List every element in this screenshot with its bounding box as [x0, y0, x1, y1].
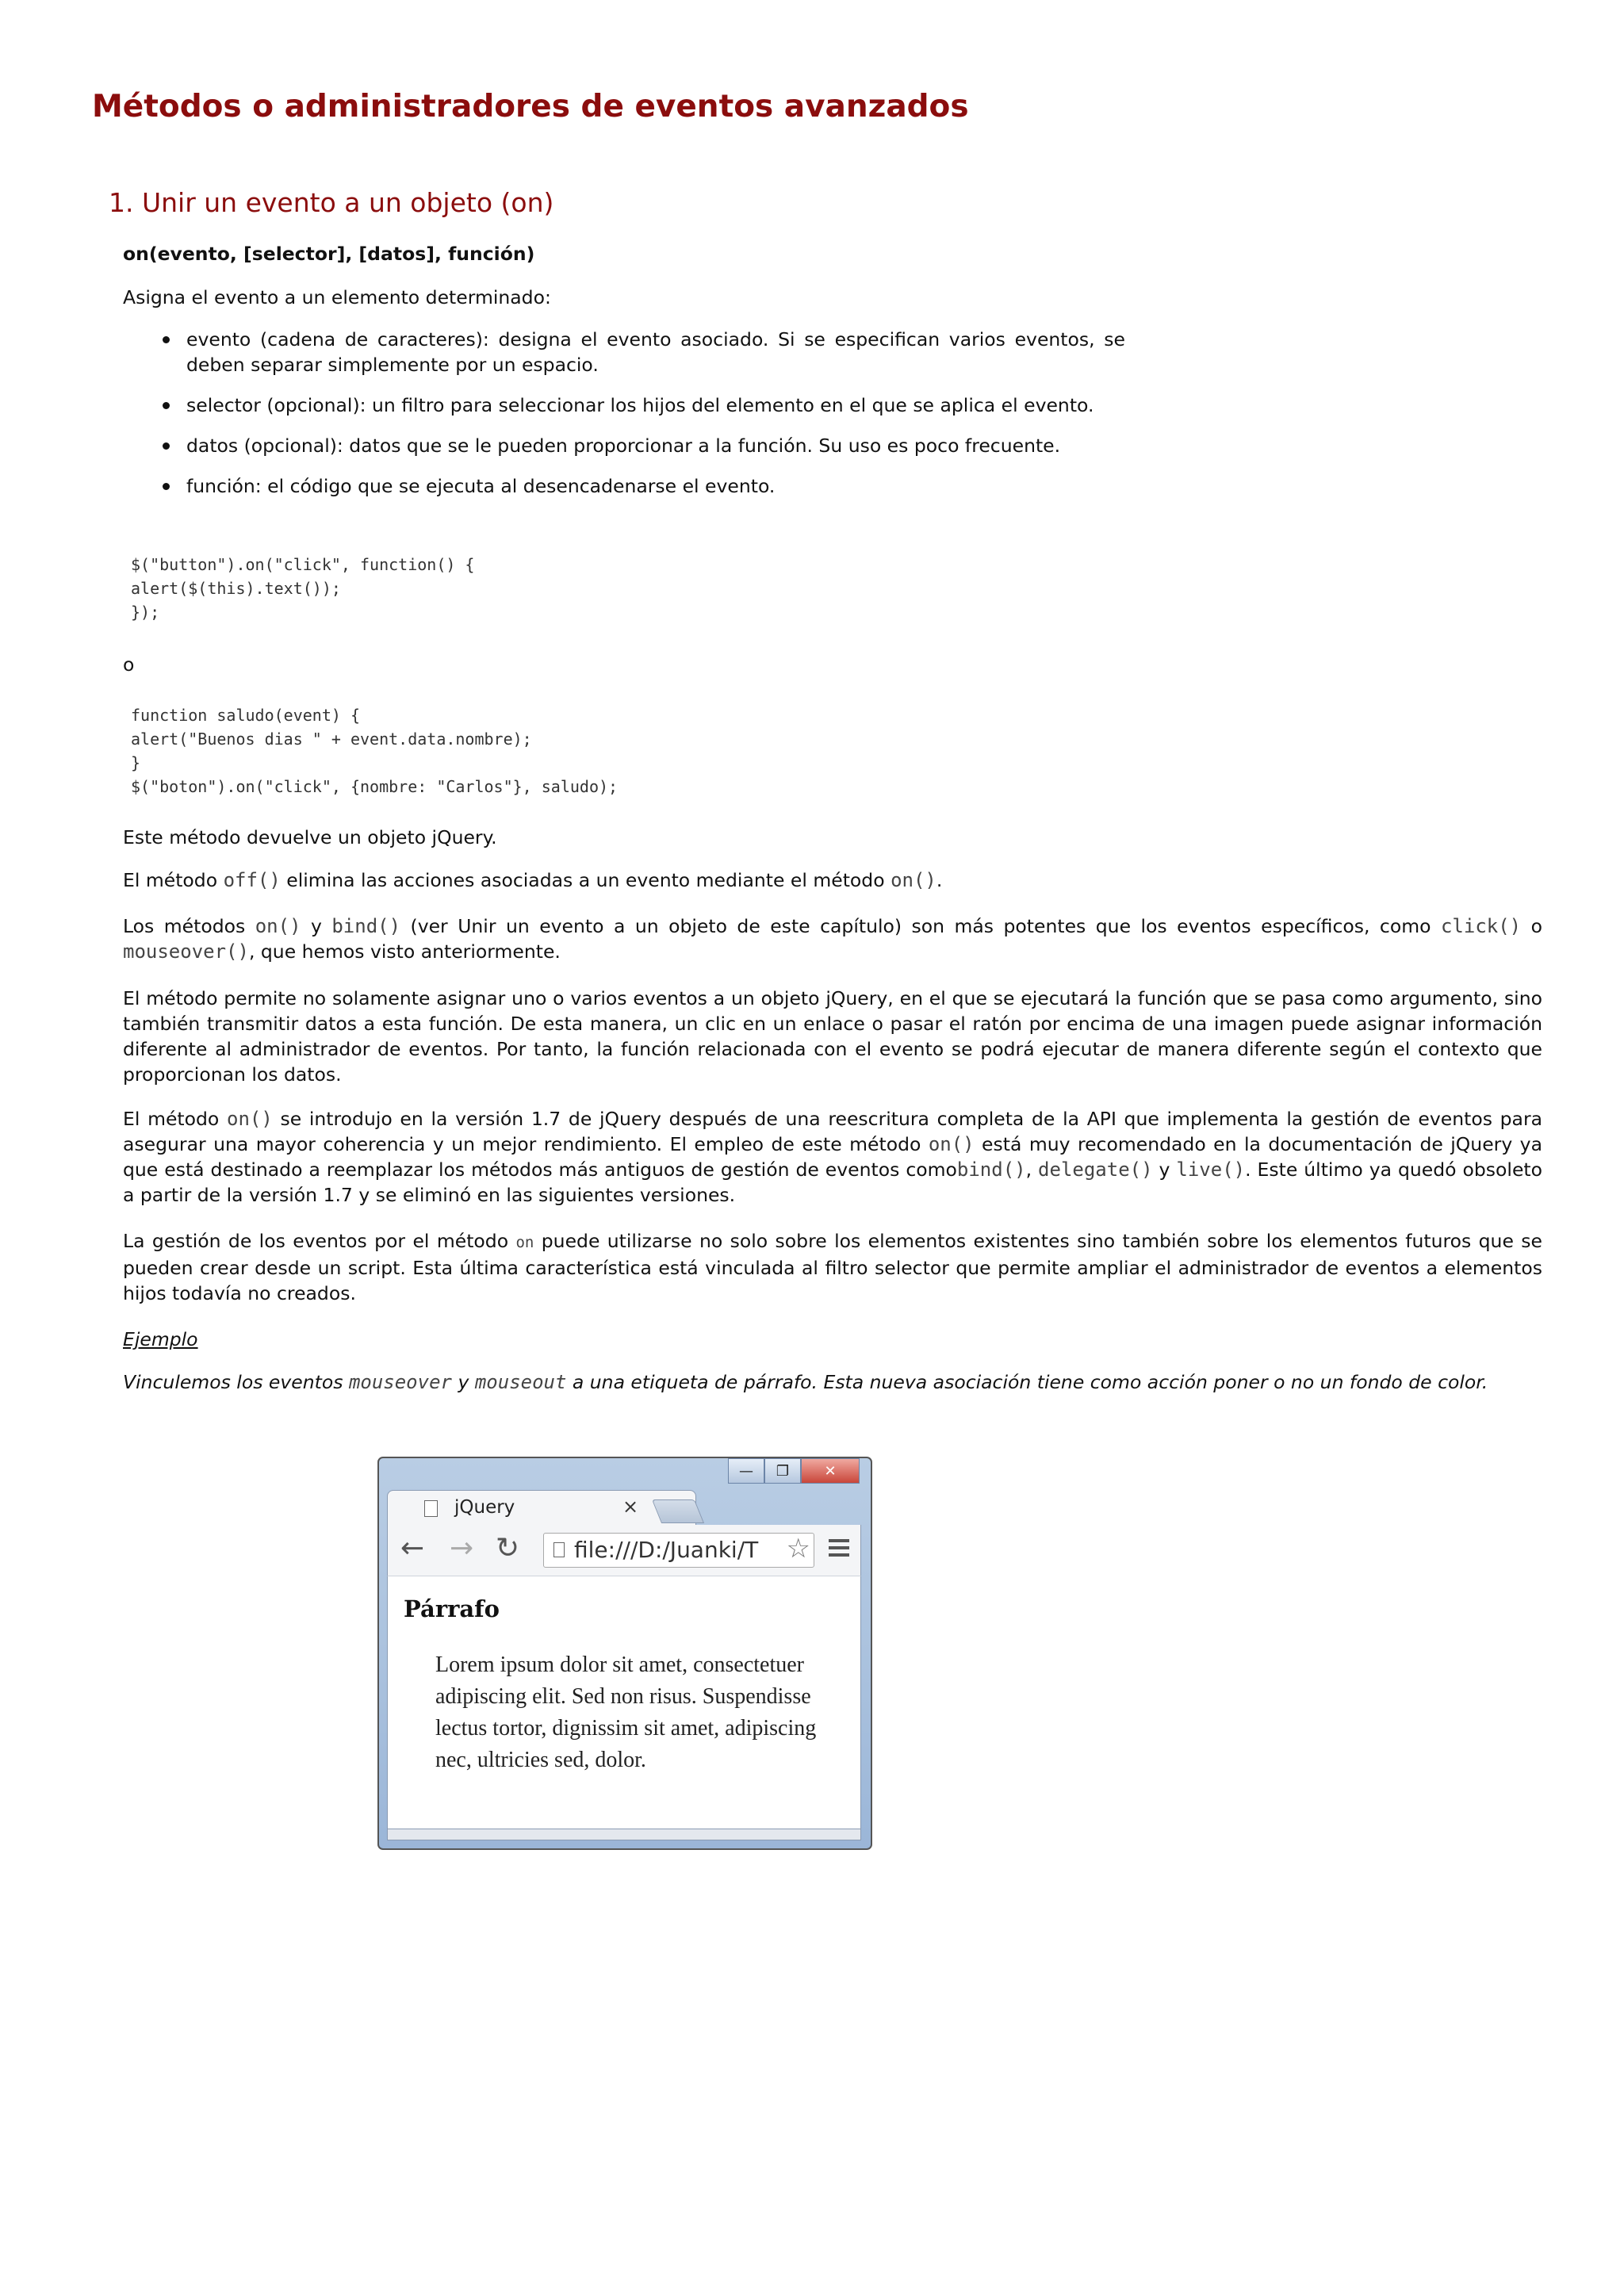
bullet-icon [163, 336, 170, 343]
reload-icon: ↻ [496, 1532, 520, 1564]
inline-code: mouseout [474, 1371, 567, 1393]
inline-code: live() [1176, 1158, 1246, 1181]
intro-text: Asigna el evento a un elemento determinado: [123, 286, 551, 308]
section-title: 1. Unir un evento a un objeto (on) [109, 187, 554, 218]
inline-code: on [515, 1234, 534, 1251]
inline-code: click() [1440, 915, 1522, 937]
paragraph-allows: El método permite no solamente asignar uno o varios eventos a un objeto jQuery, en el que se ejecutará la función que se pasa como argumento, sino también transmitir datos a esta función. De esta manera, un clic en un enlace o pasar el ratón por encima de una imagen puede asignar información diferente al administrador de eventos. Por tanto, la función relacionada con el evento se podrá ejecutar de manera diferente según el contexto que proporcionan los datos. [123, 987, 1542, 1086]
list-item [123, 327, 1125, 377]
bullet-icon [163, 442, 170, 450]
status-bar [387, 1829, 861, 1840]
paragraph-management: La gestión de los eventos por el método on puede utilizarse no solo sobre los elementos existentes sino también sobre los elementos futuros que se pueden crear desde un script. Esta última característica está vinculada al filtro selector que permite ampliar el administrador de eventos a elementos hijos todavía no creados. [123, 1230, 1542, 1304]
method-signature: on(evento, [selector], [datos], función) [123, 243, 535, 265]
tab-close-icon: × [622, 1496, 639, 1518]
page-icon [424, 1500, 438, 1517]
star-icon: ☆ [786, 1533, 810, 1564]
back-arrow-icon: ← [400, 1532, 425, 1564]
list-item-text: datos (opcional): datos que se le pueden proporcionar a la función. Su uso es poco frecuente. [186, 435, 1061, 457]
bullet-icon [163, 402, 170, 409]
close-icon: ✕ [801, 1458, 860, 1484]
list-item-text: evento (cadena de caracteres): designa el evento asociado. Si se especifican varios eventos, se deben separar simplemente por un espacio. [186, 328, 1125, 376]
browser-content [387, 1576, 861, 1829]
content-paragraph: Lorem ipsum dolor sit amet, consectetuer adipiscing elit. Sed non risus. Suspendisse lectus tortor, dignissim sit amet, adipiscing nec, ultricies sed, dolor. [435, 1653, 817, 1772]
list-item-text: función: el código que se ejecuta al desencadenarse el evento. [186, 475, 776, 497]
example-label: Ejemplo [123, 1328, 198, 1350]
inline-code: on() [255, 915, 301, 937]
new-tab-icon [652, 1499, 704, 1523]
page-title: Métodos o administradores de eventos avanzados [92, 89, 969, 124]
window-controls [728, 1458, 860, 1487]
inline-code: on() [227, 1108, 273, 1130]
content-heading: Párrafo [404, 1595, 500, 1622]
forward-arrow-icon: → [450, 1532, 474, 1564]
parameter-list [123, 327, 1125, 514]
inline-code: mouseover [348, 1371, 452, 1393]
inline-code: bind() [956, 1158, 1026, 1181]
inline-code: on() [891, 869, 936, 891]
tab-title: jQuery [454, 1497, 515, 1518]
paragraph-off: El método off() elimina las acciones asociadas a un evento mediante el método on(). [123, 869, 943, 891]
menu-icon [829, 1539, 849, 1561]
browser-screenshot [377, 1457, 872, 1850]
list-item [123, 473, 1125, 499]
list-item [123, 393, 1125, 418]
minimize-icon: — [728, 1458, 764, 1484]
paragraph-returns: Este método devuelve un objeto jQuery. [123, 826, 497, 848]
inline-code: on() [928, 1133, 975, 1155]
address-text: file:///D:/Juanki/T [574, 1537, 759, 1563]
bullet-icon [163, 483, 170, 490]
or-text: o [123, 653, 135, 676]
code-block-2: function saludo(event) { alert("Buenos dias " + event.data.nombre); } $("boton").on("click", {nombre: "Carlos"}, saludo); [131, 706, 619, 796]
inline-code: off() [223, 869, 281, 891]
address-bar [543, 1533, 814, 1568]
list-item [123, 433, 1125, 458]
browser-tab [387, 1490, 696, 1525]
inline-code: mouseover() [123, 940, 249, 963]
list-item-text: selector (opcional): un filtro para seleccionar los hijos del elemento en el que se aplica el evento. [186, 394, 1094, 416]
paragraph-version: El método on() se introdujo en la versión 1.7 de jQuery después de una reescritura completa de la API que implementa la gestión de eventos para asegurar una mayor coherencia y un mejor rendimiento. El empleo de este método on() está muy recomendado en la documentación de jQuery ya que está destinado a reemplazar los métodos más antiguos de gestión de eventos comobind(), delegate() y live(). Este último ya quedó obsoleto a partir de la versión 1.7 y se eliminó en las siguientes versiones. [123, 1108, 1543, 1206]
paragraph-example: Vinculemos los eventos mouseover y mouseout a una etiqueta de párrafo. Esta nueva asociación tiene como acción poner o no un fondo de color. [123, 1371, 1488, 1393]
code-block-1: $("button").on("click", function() { alert($(this).text()); }); [131, 555, 475, 622]
inline-code: delegate() [1038, 1158, 1153, 1181]
maximize-icon: ❐ [764, 1458, 801, 1484]
paragraph-methods: Los métodos on() y bind() (ver Unir un evento a un objeto de este capítulo) son más potentes que los eventos específicos, como click() o mouseover(), que hemos visto anteriormente. [123, 915, 1542, 963]
page-icon [553, 1542, 565, 1557]
browser-toolbar [387, 1525, 861, 1576]
inline-code: bind() [331, 915, 401, 937]
